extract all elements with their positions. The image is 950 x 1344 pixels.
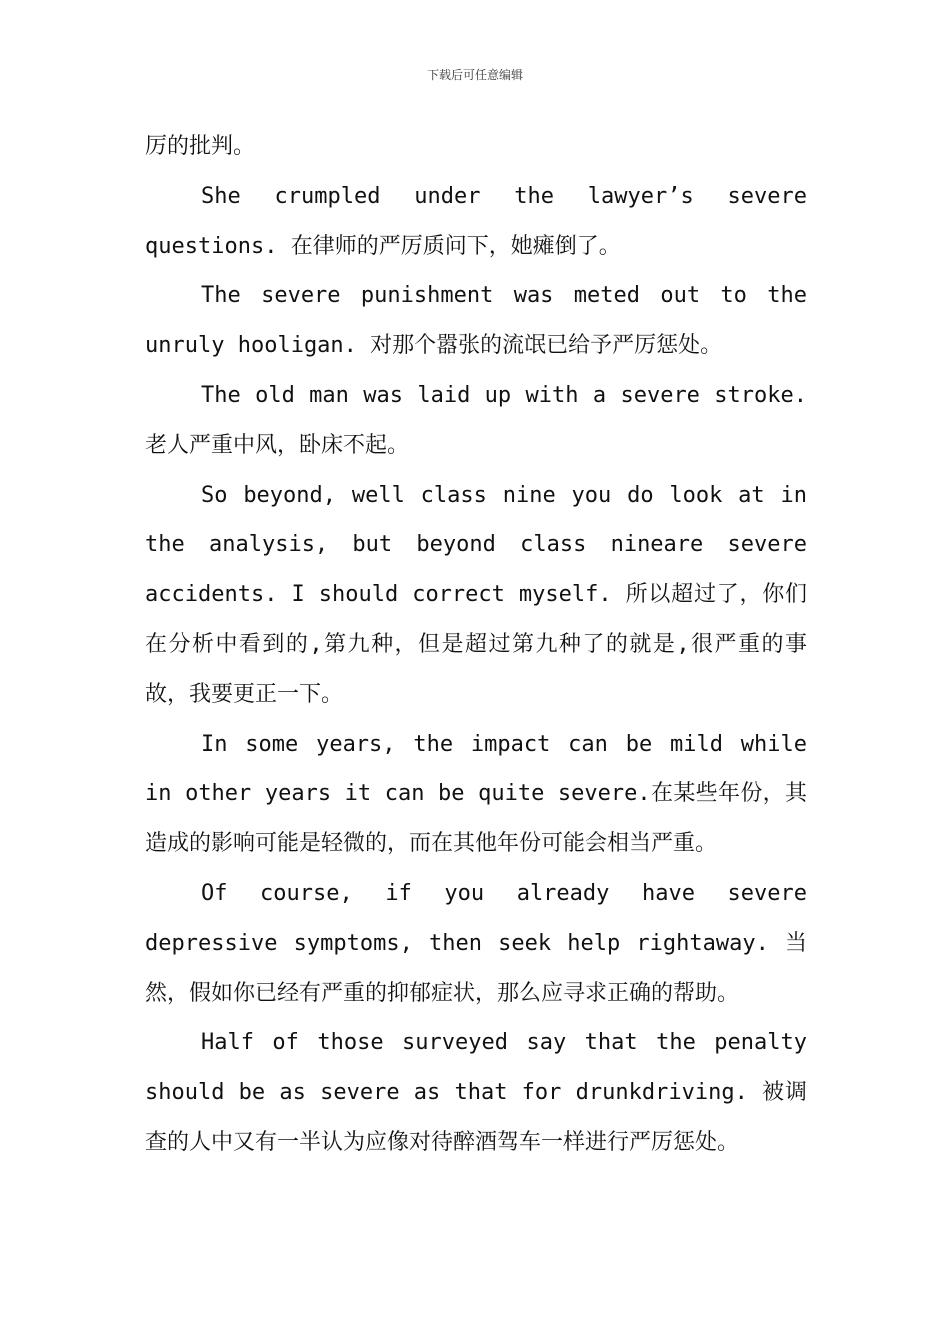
example-sentence-5: In some years, the impact can be mild while in other years it can be quite severe.在某些年份，其造成的影响可能是轻微的，而在其他年份可能会相当严重。 — [145, 731, 807, 857]
example-sentence-1: She crumpled under the lawyer’s severe questions. 在律师的严厉质问下，她瘫倒了。 — [145, 183, 807, 259]
document-body — [145, 122, 807, 1168]
example-sentence-6: Of course, if you already have severe depressive symptoms, then seek help rightaway. 当然，假如你已经有严重的抑郁症状，那么应寻求正确的帮助。 — [145, 880, 807, 1006]
example-sentence-7: Half of those surveyed say that the penalty should be as severe as that for drunkdriving. 被调查的人中又有一半认为应像对待醉酒驾车一样进行严厉惩处。 — [145, 1030, 807, 1155]
example-sentence-3: The old man was laid up with a severe stroke. 老人严重中风，卧床不起。 — [145, 382, 807, 458]
page-header: 下载后可任意编辑 — [426, 68, 523, 82]
example-sentence-2: The severe punishment was meted out to the unruly hooligan. 对那个嚣张的流氓已给予严厉惩处。 — [145, 283, 807, 359]
paragraph-continuation: 厉的批判。 — [145, 134, 256, 159]
example-sentence-4: So beyond, well class nine you do look at in the analysis, but beyond class nineare severe accidents. I should correct myself. 所以超过了，你们在分析中看到的,第九种，但是超过第九种了的就是,很严重的事故，我要更正一下。 — [145, 482, 807, 707]
